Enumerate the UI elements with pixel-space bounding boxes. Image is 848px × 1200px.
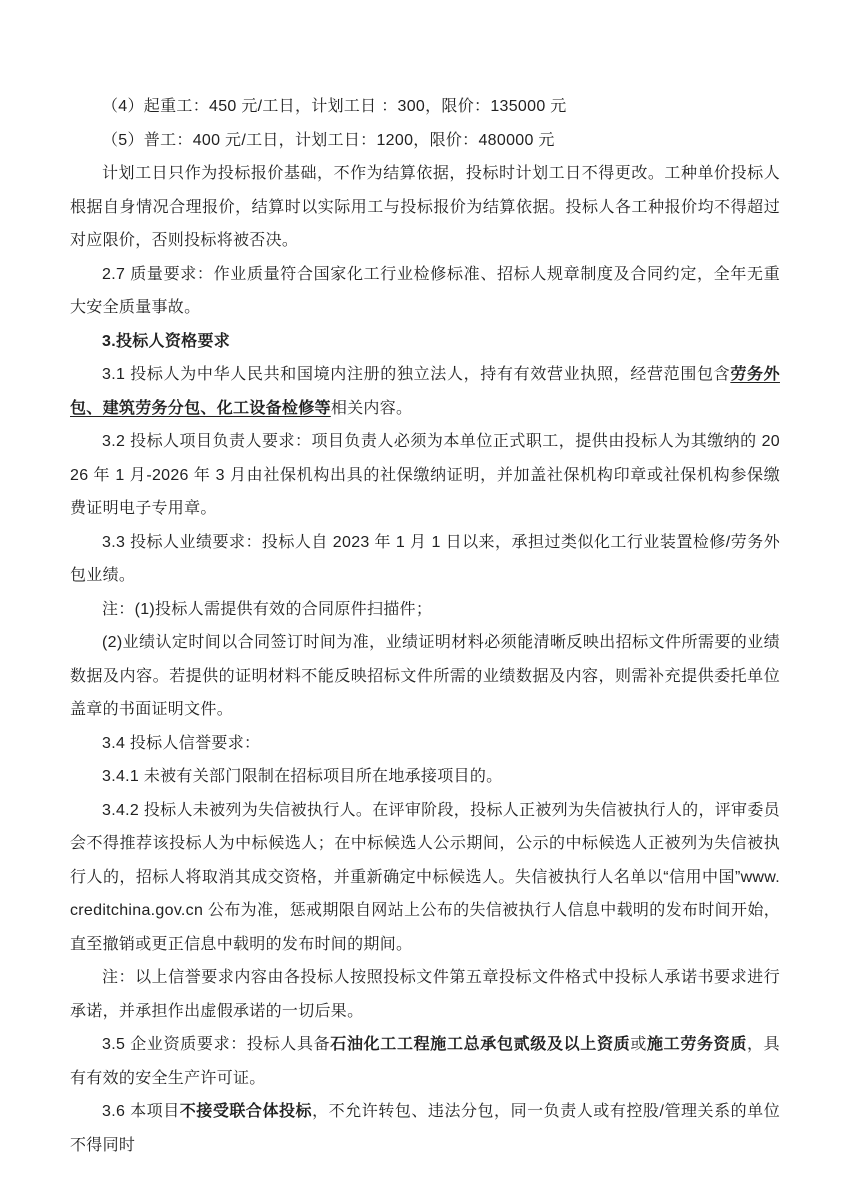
paragraph-clause-3-3 <box>70 526 780 593</box>
text-run: 3.5 企业资质要求：投标人具备 <box>102 1036 331 1053</box>
text-run: 3.4.1 未被有关部门限制在招标项目所在地承接项目的。 <box>102 768 503 785</box>
text-run: 3.2 投标人项目负责人要求：项目负责人必须为本单位正式职工，提供由投标人为其缴纳的 2026 年 1 月-2026 年 3 月由社保机构出具的社保缴纳证明，并加盖社保机构印章或社保机构参保缴费证明电子专用章。 <box>70 433 780 517</box>
text-run: 3.1 投标人为中华人民共和国境内注册的独立法人，持有有效营业执照，经营范围包含 <box>102 366 731 383</box>
paragraph-item-5 <box>70 124 780 158</box>
paragraph-item-4 <box>70 90 780 124</box>
text-run: 施工劳务资质 <box>646 1036 747 1053</box>
text-run: （4）起重工：450 元/工日，计划工日 ：300，限价：135000 元 <box>102 98 567 115</box>
text-run: （5）普工：400 元/工日，计划工日：1200，限价：480000 元 <box>102 131 555 149</box>
text-run: ，具有有效的安全生产许可证。 <box>70 1036 780 1087</box>
text-run: 3.4 投标人信誉要求： <box>102 734 261 752</box>
text-run: 计划工日只作为投标报价基础，不作为结算依据，投标时计划工日不得更改。工种单价投标人根据自身情况合理报价，结算时以实际用工与投标报价为结算依据。投标人各工种报价均不得超过对应限价，否则投标将被否决。 <box>70 165 780 249</box>
paragraph-clause-2-7 <box>70 258 780 325</box>
text-run: 注：以上信誉要求内容由各投标人按照投标文件第五章投标文件格式中投标人承诺书要求进行承诺，并承担作出虚假承诺的一切后果。 <box>70 969 780 1020</box>
text-run: 3.投标人资格要求 <box>102 332 231 350</box>
text-run: 3.3 投标人业绩要求：投标人自 2023 年 1 月 1 日以来，承担过类似化工行业装置检修/劳务外包业绩。 <box>70 533 780 584</box>
text-run: 劳务外包、建筑劳务分包、化工设备检修等 <box>70 366 780 417</box>
paragraph-clause-3-1 <box>70 358 780 425</box>
paragraph-clause-3-4-2 <box>70 794 780 962</box>
text-run: 3.4.2 投标人未被列为失信被执行人。在评审阶段，投标人正被列为失信被执行人的，评审委员会不得推荐该投标人为中标候选人；在中标候选人公示期间，公示的中标候选人正被列为失信被执行人的，招标人将取消其成交资格，并重新确定中标候选人。失信被执行人名单以“信用中国”www.creditchina.gov.cn 公布为准，惩戒期限自网站上公布的失信被执行人信息中载明的发布时间开始，直至撤销或更正信息中载明的发布时间的期间。 <box>70 801 780 953</box>
text-run: 或 <box>630 1036 647 1053</box>
text-run: 相关内容。 <box>330 399 413 417</box>
text-run: 注：(1)投标人需提供有效的合同原件扫描件； <box>102 600 433 618</box>
paragraph-clause-3-5 <box>70 1028 780 1095</box>
text-run: 不接受联合体投标 <box>179 1103 313 1120</box>
paragraph-clause-3-2 <box>70 425 780 526</box>
text-run: 石油化工工程施工总承包贰级及以上资质 <box>330 1036 631 1053</box>
paragraph-credit-note <box>70 961 780 1028</box>
document-body <box>70 90 780 1162</box>
paragraph-clause-3-4-1 <box>70 760 780 794</box>
text-run: 2.7 质量要求：作业质量符合国家化工行业检修标准、招标人规章制度及合同约定，全年无重大安全质量事故。 <box>70 265 780 316</box>
paragraph-clause-3-3-note-2 <box>70 626 780 727</box>
paragraph-clause-3-6 <box>70 1095 780 1162</box>
text-run: ，不允许转包、违法分包，同一负责人或有控股/管理关系的单位不得同时 <box>70 1103 781 1154</box>
paragraph-pricing-note <box>70 157 780 258</box>
text-run: (2)业绩认定时间以合同签订时间为准，业绩证明材料必须能清晰反映出招标文件所需要的业绩数据及内容。若提供的证明材料不能反映招标文件所需的业绩数据及内容，则需补充提供委托单位盖章的书面证明文件。 <box>70 634 780 718</box>
paragraph-clause-3-3-note-1 <box>70 593 780 627</box>
paragraph-section-3-heading <box>70 325 780 359</box>
paragraph-clause-3-4 <box>70 727 780 761</box>
text-run: 3.6 本项目 <box>102 1103 180 1120</box>
